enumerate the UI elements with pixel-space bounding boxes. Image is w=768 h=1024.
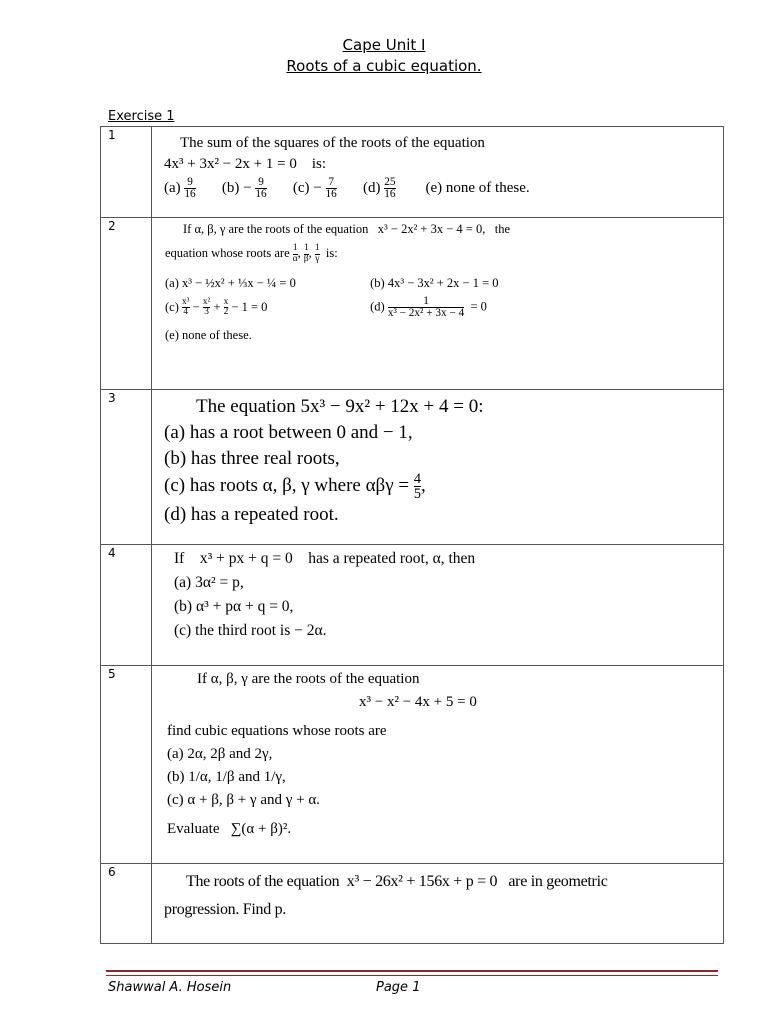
question-number: 5 xyxy=(108,667,116,681)
option-a: (a) $\frac{9}{16}$ xyxy=(164,176,196,201)
question-number: 1 xyxy=(108,128,116,142)
footer-author: Shawwal A. Hosein xyxy=(108,980,232,995)
option-a: (a) x³ − ½x² + ⅓x − ¼ = 0 xyxy=(165,276,296,290)
question-4 xyxy=(152,545,723,643)
question-3 xyxy=(152,390,723,528)
fraction: $\frac{1}{\alpha}$ xyxy=(292,243,298,264)
option-b: (b) 1/α, 1/β and 1/γ, xyxy=(167,769,286,785)
option-c: (c) − $\frac{7}{16}$ xyxy=(292,176,337,201)
question-number: 6 xyxy=(108,865,116,879)
question-text: The sum of the squares of the roots of the equation xyxy=(180,135,485,151)
question-text: the xyxy=(494,222,510,236)
question-number: 2 xyxy=(108,219,116,233)
option-e: (e) none of these. xyxy=(425,180,530,197)
question-text: If α, β, γ are the roots of the equation xyxy=(197,671,420,687)
equation: x³ − 2x² + 3x − 4 = 0, xyxy=(377,222,486,236)
answer-options xyxy=(164,177,723,201)
question-text: The roots of the equation xyxy=(186,873,340,890)
question-text: If xyxy=(174,550,185,567)
option-b: (b) has three real roots, xyxy=(164,448,340,469)
question-5 xyxy=(152,666,723,841)
option-d: (d) has a repeated root. xyxy=(164,503,339,525)
question-text: find cubic equations whose roots are xyxy=(167,723,387,739)
footer-divider xyxy=(106,975,718,976)
question-text: progression. Find p. xyxy=(164,901,287,918)
question-number: 3 xyxy=(108,391,116,405)
page-title: Cape Unit I xyxy=(342,36,426,54)
question-row xyxy=(101,545,724,666)
fraction: $\frac{1}{\beta}$ xyxy=(303,243,309,264)
question-row xyxy=(101,218,724,390)
question-row xyxy=(101,127,724,218)
option-a: (a) 2α, 2β and 2γ, xyxy=(167,746,273,762)
option-a: (a) 3α² = p, xyxy=(174,574,244,591)
question-row xyxy=(101,864,724,944)
question-text: If α, β, γ are the roots of the equation xyxy=(183,222,369,236)
question-6 xyxy=(152,864,723,924)
question-text: Evaluate xyxy=(167,821,220,837)
equation: x³ + px + q = 0 xyxy=(199,550,293,567)
question-2: If α, β, γ are the roots of the equation x³ − 2x² + 3x − 4 = 0, the equation whose roots are $\frac{1}{\alpha}$ , $\frac{1}{\beta}$ , $\frac{1}{\gamma}$ is: (a) x³ − ½x² + ⅓x − ¼ = 0 (b) 4x³ − 3x² + 2x − 1 = 0 (c) $\frac{\text{x³}}{4}$ − $\frac{\text{x²}}{3}$ + $\frac{x}{2}$ − 1 = 0 (d) $\frac{1}{\text{x³ − 2x² + 3x − 4}}$ = 0 (e) none of these. xyxy=(152,218,723,344)
question-row xyxy=(101,666,724,864)
option-d: (d) $\frac{25}{16}$ xyxy=(363,176,396,201)
question-text: has a repeated root, α, then xyxy=(308,550,476,567)
exercise-label: Exercise 1 xyxy=(108,109,175,124)
question-text: is: xyxy=(311,156,327,172)
question-row xyxy=(101,390,724,545)
option-e: (e) none of these. xyxy=(165,327,252,342)
equation: x³ − 26x² + 156x + p = 0 xyxy=(346,873,498,890)
option-c: (c) α + β, β + γ and γ + α. xyxy=(167,792,320,808)
option-c: (c) the third root is − 2α. xyxy=(174,622,327,639)
page-subtitle: Roots of a cubic equation. xyxy=(286,57,482,75)
option-d: (d) $\frac{1}{\text{x³ − 2x² + 3x − 4}}$ = 0 xyxy=(370,295,487,320)
question-text: equation whose roots are xyxy=(165,246,290,260)
exercise-table xyxy=(100,126,724,944)
question-1 xyxy=(152,127,723,201)
question-text: The equation 5x³ − 9x² + 12x + 4 = 0: xyxy=(196,396,484,417)
option-b: (b) α³ + pα + q = 0, xyxy=(174,598,294,615)
option-b: (b) − $\frac{9}{16}$ xyxy=(221,176,267,201)
question-number: 4 xyxy=(108,546,116,560)
option-c: (c) has roots α, β, γ where αβγ = $\frac{4}{5}$ , xyxy=(164,471,426,503)
option-c: (c) $\frac{\text{x³}}{4}$ − $\frac{\text{x²}}{3}$ + $\frac{x}{2}$ − 1 = 0 xyxy=(165,296,268,318)
equation: x³ − x² − 4x + 5 = 0 xyxy=(359,694,477,710)
question-text: are in geometric xyxy=(508,873,608,890)
footer-page-number: Page 1 xyxy=(376,980,421,995)
option-a: (a) has a root between 0 and − 1, xyxy=(164,422,413,443)
footer-divider xyxy=(106,970,718,972)
fraction: $\frac{1}{\gamma}$ xyxy=(314,243,320,264)
equation: ∑(α + β)². xyxy=(230,821,292,837)
question-text: is: xyxy=(325,246,338,260)
equation: 4x³ + 3x² − 2x + 1 = 0 xyxy=(164,156,297,172)
option-b: (b) 4x³ − 3x² + 2x − 1 = 0 xyxy=(370,276,499,290)
